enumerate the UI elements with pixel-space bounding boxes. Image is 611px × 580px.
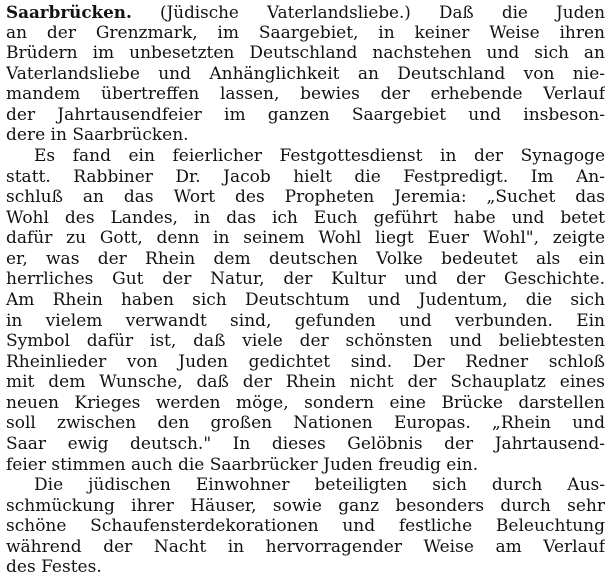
article-line-26: schöne Schaufensterdekorationen und festliche Beleuchtung — [6, 516, 605, 537]
article-line-19: mit dem Wunsche, daß der Rhein nicht der Schauplatz eines — [6, 372, 605, 393]
article-line-16: in vielem verwandt sind, gefunden und verbunden. Ein — [6, 310, 605, 331]
article-line-14: herrliches Gut der Natur, der Kultur und der Geschichte. — [6, 269, 605, 290]
article-line-24: Die jüdischen Einwohner beteiligten sich durch Aus- — [34, 475, 605, 496]
article-line-15: Am Rhein haben sich Deutschtum und Judentum, die sich — [6, 290, 605, 310]
article-line-20: neuen Krieges werden möge, sondern eine Brücke darstellen — [6, 392, 605, 413]
article-line-25: schmückung ihrer Häuser, sowie ganz besonders durch sehr — [6, 495, 605, 516]
article-line-11: Wohl des Landes, in das ich Euch geführt habe und betet — [6, 207, 605, 228]
article-line-28: des Festes. — [6, 557, 102, 578]
article-line-10: schluß an das Wort des Propheten Jeremia: „Suchet das — [6, 187, 605, 208]
article-line-23: feier stimmen auch die Saarbrücker Juden freudig ein. — [6, 454, 479, 475]
article-dateline: Saarbrücken. — [6, 2, 132, 22]
article-line-27: während der Nacht in hervorragender Weise am Verlauf — [6, 536, 605, 557]
article-line-4: Vaterlandsliebe und Anhänglichkeit an Deutschland von nie- — [6, 63, 605, 84]
article-line-3: Brüdern im unbesetzten Deutschland nachstehen und sich an — [6, 43, 605, 64]
article-line-22: Saar ewig deutsch." In dieses Gelöbnis der Jahrtausend- — [6, 434, 605, 454]
article-line-1-text: (Jüdische Vaterlandsliebe.) Daß die Juden — [160, 2, 605, 22]
article-line-13: er, was der Rhein dem deutschen Volke bedeutet als ein — [6, 248, 605, 269]
article-line-12: dafür zu Gott, denn in seinem Wohl liegt Euer Wohl", zeigte — [6, 228, 605, 249]
article-line-7: dere in Saarbrücken. — [6, 125, 189, 146]
article-line-17: Symbol dafür ist, daß viele der schönsten und beliebtesten — [6, 331, 605, 352]
article-line-2: an der Grenzmark, im Saargebiet, in keiner Weise ihren — [6, 22, 605, 43]
article-line-21: soll zwischen den großen Nationen Europas. „Rhein und — [6, 413, 605, 434]
article-line-5: mandem übertreffen lassen, bewies der erhebende Verlauf — [6, 84, 605, 105]
article-line-1 — [6, 2, 605, 23]
article-line-18: Rheinlieder von Juden gedichtet sind. Der Redner schloß — [6, 351, 605, 372]
article-line-6: der Jahrtausendfeier im ganzen Saargebiet und insbeson- — [6, 104, 605, 125]
article-line-8: Es fand ein feierlicher Festgottesdienst in der Synagoge — [34, 146, 605, 166]
article-line-9: statt. Rabbiner Dr. Jacob hielt die Festpredigt. Im An- — [6, 166, 605, 187]
